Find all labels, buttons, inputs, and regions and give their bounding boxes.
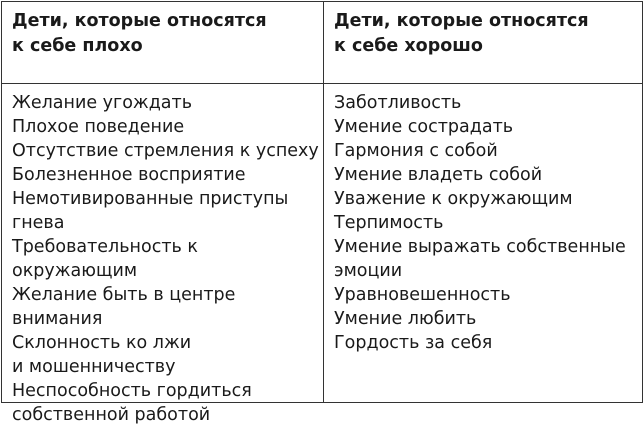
- list-item: Неспособность гордиться собственной работой: [12, 381, 252, 425]
- list-item: Уравновешенность: [334, 285, 511, 305]
- list-item: Плохое поведение: [12, 117, 185, 137]
- list-item: Желание быть в центре внимания: [12, 285, 236, 329]
- list-item: Гармония с собой: [334, 141, 498, 161]
- list-item: Умение выражать собственные эмоции: [334, 237, 626, 281]
- list-item: Отсутствие стремления к успеху: [12, 141, 319, 161]
- list-item: Гордость за себя: [334, 333, 493, 353]
- list-item: Требовательность к окружающим: [12, 237, 198, 281]
- header-divider: [2, 83, 642, 84]
- list-item: Заботливость: [334, 93, 462, 113]
- header-negative-self-esteem: Дети, которые относятся к себе плохо: [12, 11, 267, 56]
- positive-traits-list: [334, 91, 639, 355]
- list-item: Склонность ко лжи и мошенничеству: [12, 333, 192, 377]
- list-item: Немотивированные приступы гнева: [12, 189, 289, 233]
- column-divider: [323, 2, 324, 402]
- list-item: Желание угождать: [12, 93, 193, 113]
- header-positive-self-esteem: Дети, которые относятся к себе хорошо: [334, 11, 589, 56]
- list-item: Умение сострадать: [334, 117, 514, 137]
- list-item: Умение владеть собой: [334, 165, 543, 185]
- comparison-table: [1, 1, 643, 425]
- list-item: Уважение к окружающим: [334, 189, 573, 209]
- list-item: Умение любить: [334, 309, 477, 329]
- list-item: Болезненное восприятие: [12, 165, 246, 185]
- list-item: Терпимость: [334, 213, 444, 233]
- negative-traits-list: [12, 91, 321, 427]
